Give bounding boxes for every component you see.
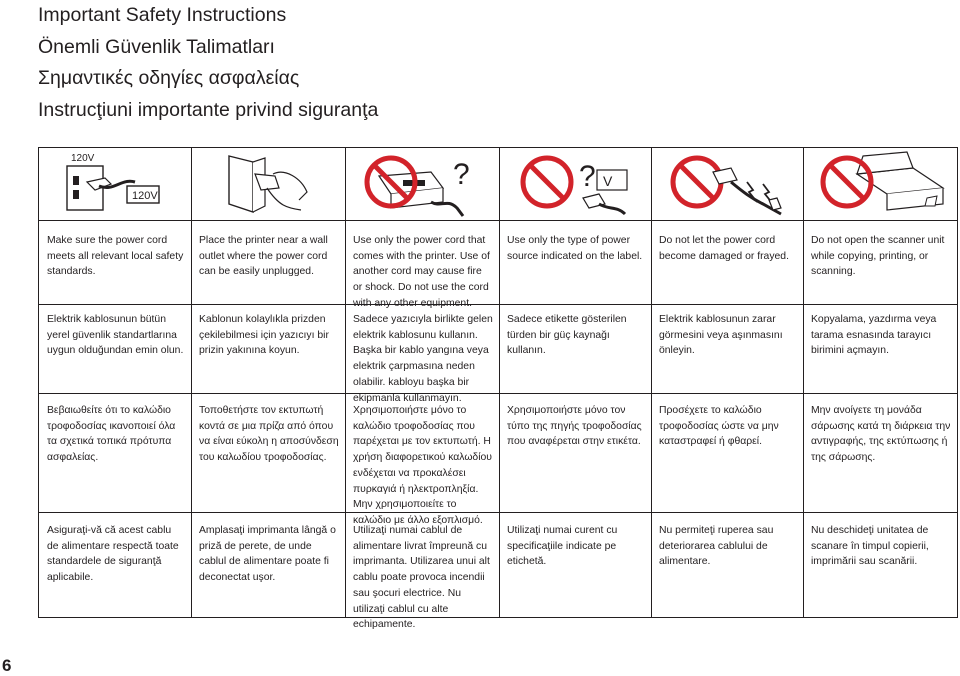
text-cell-tr-5: Elektrik kablosunun zarar görmesini veya aşınmasını önleyin.	[659, 314, 783, 357]
text-cell-en-4: Use only the type of power source indicated on the label.	[507, 235, 643, 262]
title-english: Important Safety Instructions	[38, 4, 287, 26]
voltage-box-label: 120V	[132, 190, 158, 202]
text-cell-ro-5: Nu permiteţi ruperea sau deteriorarea cablului de alimentare.	[659, 525, 774, 568]
text-cell-tr-2: Kablonun kolaylıkla prizden çekilebilmesi için yazıcıyı bir prizin yakınına koyun.	[199, 314, 329, 357]
text-cell-tr-1: Elektrik kablosunun bütün yerel güvenlik standartlarına uygun olduğundan emin olun.	[47, 314, 184, 357]
damaged-cord-illustration	[651, 148, 803, 220]
volt-letter: V	[603, 173, 613, 189]
text-cell-ro-3: Utilizaţi numai cablul de alimentare livrat împreună cu imprimanta. Utilizarea unui alt cablu poate provoca incendii sau şocuri electrice. Nu utilizaţi cablul cu alte echipamente.	[353, 525, 490, 631]
text-cell-ro-4: Utilizaţi numai curent cu specificaţiile indicate pe etichetă.	[507, 525, 618, 568]
text-cell-en-1: Make sure the power cord meets all relevant local safety standards.	[47, 235, 184, 278]
title-block	[38, 0, 378, 126]
text-cell-el-4: Χρησιμοποιήστε μόνο τον τύπο της πηγής τροφοδοσίας που αναφέρεται στην ετικέτα.	[507, 405, 642, 448]
text-cell-el-3: Χρησιμοποιήστε μόνο το καλώδιο τροφοδοσίας που παρέχεται με τον εκτυπωτή. Η χρήση διαφορετικού καλωδίου ενδέχεται να προκαλέσει πυρκαγιά ή ηλεκτροπληξία. Μην χρησιμοποιείτε το καλώδιο με άλλο εξοπλισμό.	[353, 405, 492, 526]
text-cell-el-2: Τοποθετήστε τον εκτυπωτή κοντά σε μια πρίζα από όπου να είναι εύκολη η αποσύνδεση του καλωδίου τροφοδοσίας.	[199, 405, 339, 464]
text-cell-tr-3: Sadece yazıcıyla birlikte gelen elektrik kablosunu kullanın. Başka bir kablo yangına veya elektrik çarpmasına neden olabilir. kabloyu başka bir ekipmanla kullanmayın.	[353, 314, 493, 404]
title-greek: Σημαντικές οδηγίες ασφαλείας	[38, 67, 300, 89]
question-mark: ?	[579, 160, 596, 193]
text-cell-en-2: Place the printer near a wall outlet where the power cord can be easily unplugged.	[199, 235, 328, 278]
row-divider	[39, 304, 957, 305]
use-supplied-cord-illustration	[345, 148, 499, 220]
text-cell-tr-4: Sadece etikette gösterilen türden bir güç kaynağı kullanın.	[507, 314, 627, 357]
row-divider	[39, 393, 957, 394]
title-turkish: Önemli Güvenlik Talimatları	[38, 35, 275, 58]
question-mark: ?	[453, 158, 470, 191]
text-cell-en-5: Do not let the power cord become damaged or frayed.	[659, 235, 789, 262]
title-romanian: Instrucţiuni importante privind siguranţa	[38, 98, 379, 121]
power-source-type-illustration	[499, 148, 651, 220]
page-number: 6	[2, 656, 12, 675]
text-cell-ro-1: Asiguraţi-vă că acest cablu de alimentare respectă toate standardele de siguranţă aplicabile.	[47, 525, 179, 584]
text-cell-el-6: Μην ανοίγετε τη μονάδα σάρωσης κατά τη διάρκεια την αντιγραφής, της εκτύπωσης ή της σάρωσης.	[811, 405, 951, 464]
text-cell-ro-2: Amplasaţi imprimanta lângă o priză de perete, de unde cablul de alimentare poate fi deconectat uşor.	[199, 525, 336, 584]
text-cell-en-3: Use only the power cord that comes with the printer. Use of another cord may cause fire or shock. Do not use the cord with any other equipment.	[353, 235, 490, 309]
safety-table	[38, 147, 958, 631]
scanner-open-illustration	[803, 148, 957, 220]
voltage-label: 120V	[71, 153, 95, 164]
text-cell-el-5: Προσέχετε το καλώδιο τροφοδοσίας ώστε να μην καταστραφεί ή φθαρεί.	[659, 405, 779, 448]
power-standards-illustration	[39, 148, 191, 220]
row-divider	[39, 512, 957, 513]
text-cell-ro-6: Nu deschideţi unitatea de scanare în timpul copierii, imprimării sau scanării.	[811, 525, 929, 568]
row-divider	[39, 220, 957, 221]
unplug-outlet-illustration	[191, 148, 345, 220]
text-cell-el-1: Βεβαιωθείτε ότι το καλώδιο τροφοδοσίας ικανοποιεί όλα τα σχετικά τοπικά πρότυπα ασφαλείας.	[47, 405, 176, 464]
text-cell-tr-6: Kopyalama, yazdırma veya tarama esnasında tarayıcı birimini açmayın.	[811, 314, 937, 357]
text-cell-en-6: Do not open the scanner unit while copying, printing, or scanning.	[811, 235, 945, 278]
